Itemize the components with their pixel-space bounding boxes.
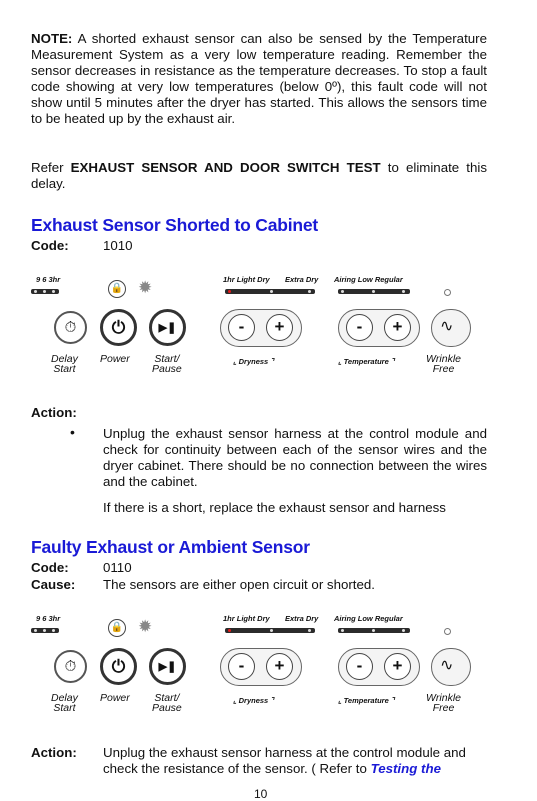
- section2-code-value: 0110: [103, 560, 132, 575]
- temperature-control: [338, 309, 420, 347]
- section2-action-paragraph: [103, 745, 487, 777]
- dryness-plus-button[interactable]: +: [266, 314, 293, 341]
- section2-action-text: Unplug the exhaust sensor harness at the control module and check the resistance of the sensor. ( Refer to: [103, 745, 466, 776]
- dryness-plus-button[interactable]: +: [266, 653, 293, 680]
- dry-extra-label: Extra Dry: [285, 614, 319, 623]
- temperature-caption: ⌞ Temperature ⌝: [338, 696, 395, 705]
- start-pause-button[interactable]: [149, 648, 186, 685]
- section2-cause-text: The sensors are either open circuit or shorted.: [103, 577, 375, 592]
- light-icon: ✹: [138, 617, 153, 636]
- time-indicator-bar: [31, 628, 59, 633]
- timer-icon: ⏱: [64, 658, 77, 675]
- power-button[interactable]: [100, 309, 137, 346]
- wrinkle-free-caption: Wrinkle Free: [426, 353, 462, 375]
- time-labels: 9 6 3hr: [36, 275, 61, 284]
- temperature-control: [338, 648, 420, 686]
- delay-start-caption: Delay Start: [51, 692, 78, 714]
- control-panel-1: [28, 275, 480, 375]
- wrinkle-free-caption: Wrinkle Free: [426, 692, 462, 714]
- start-pause-button[interactable]: [149, 309, 186, 346]
- section2-cause-label: Cause:: [31, 577, 76, 592]
- note-text: A shorted exhaust sensor can also be sensed by the Temperature Measurement System as a very low temperature reading. Remember the sensor decreases in resistance as the temperature decreases. To stop a fault code showing at very low temperatures (below 0º), this fault code will not show until 5 minutes after the dryer has started. This allows the sensors time to be heated up by the exhaust air.: [31, 31, 487, 126]
- control-panel-2: [28, 614, 480, 714]
- section1-action-text2: If there is a short, replace the exhaust sensor and harness: [103, 500, 446, 515]
- wrinkle-icon: ∿: [440, 318, 454, 335]
- temperature-plus-button[interactable]: +: [384, 653, 411, 680]
- section2-title: Faulty Exhaust or Ambient Sensor: [31, 537, 310, 557]
- delay-start-button[interactable]: [54, 650, 87, 683]
- page-number: 10: [254, 787, 268, 801]
- lock-icon: 🔒: [108, 619, 126, 637]
- dryness-caption: ⌞ Dryness ⌝: [233, 357, 274, 366]
- lock-icon: 🔒: [108, 280, 126, 298]
- dry-extra-label: Extra Dry: [285, 275, 319, 284]
- delay-start-button[interactable]: [54, 311, 87, 344]
- temp-indicator-bar: [338, 628, 410, 633]
- section1-action-label: Action:: [31, 405, 77, 420]
- dry-labels: 1hr Light Dry: [223, 614, 270, 623]
- dryness-minus-button[interactable]: -: [228, 314, 255, 341]
- start-pause-caption: Start/ Pause: [152, 692, 182, 714]
- temp-labels: Airing Low Regular: [334, 614, 403, 623]
- section1-code-value: 1010: [103, 238, 133, 253]
- section1-title: Exhaust Sensor Shorted to Cabinet: [31, 215, 319, 235]
- section2-action-label: Action:: [31, 745, 77, 760]
- testing-link[interactable]: Testing the: [370, 761, 441, 776]
- temperature-minus-button[interactable]: -: [346, 653, 373, 680]
- wrinkle-free-button[interactable]: [431, 648, 471, 686]
- timer-icon: ⏱: [64, 319, 77, 336]
- temp-labels: Airing Low Regular: [334, 275, 403, 284]
- section1-action-text: Unplug the exhaust sensor harness at the control module and check for continuity between each of the sensor wires and the dryer cabinet. There should be no connection between the wires and the cabinet.: [103, 426, 487, 489]
- start-pause-caption: Start/ Pause: [152, 353, 182, 375]
- section1-code-label: Code:: [31, 238, 69, 253]
- power-button[interactable]: [100, 648, 137, 685]
- wrinkle-indicator: [444, 628, 451, 635]
- play-pause-icon: ▶❚: [158, 661, 177, 673]
- note-label: NOTE:: [31, 31, 73, 46]
- dryness-control: [220, 648, 302, 686]
- power-caption: Power: [100, 692, 130, 704]
- refer-paragraph: [31, 160, 487, 192]
- wrinkle-icon: ∿: [440, 657, 454, 674]
- temp-indicator-bar: [338, 289, 410, 294]
- power-caption: Power: [100, 353, 130, 365]
- play-pause-icon: ▶❚: [158, 322, 177, 334]
- dryness-indicator-bar: [225, 289, 315, 294]
- time-labels: 9 6 3hr: [36, 614, 61, 623]
- dryness-control: [220, 309, 302, 347]
- refer-bold: EXHAUST SENSOR AND DOOR SWITCH TEST: [70, 160, 381, 175]
- dryness-caption: ⌞ Dryness ⌝: [233, 696, 274, 705]
- dry-labels: 1hr Light Dry: [223, 275, 270, 284]
- power-icon: ⏻: [111, 317, 126, 337]
- dryness-minus-button[interactable]: -: [228, 653, 255, 680]
- power-icon: ⏻: [111, 656, 126, 676]
- delay-start-caption: Delay Start: [51, 353, 78, 375]
- refer-suffix: to eliminate this delay.: [31, 160, 487, 191]
- temperature-plus-button[interactable]: +: [384, 314, 411, 341]
- temperature-caption: ⌞ Temperature ⌝: [338, 357, 395, 366]
- note-paragraph: [31, 31, 487, 127]
- temperature-minus-button[interactable]: -: [346, 314, 373, 341]
- time-indicator-bar: [31, 289, 59, 294]
- wrinkle-indicator: [444, 289, 451, 296]
- bullet: •: [70, 424, 75, 440]
- dryness-indicator-bar: [225, 628, 315, 633]
- refer-prefix: Refer: [31, 160, 64, 175]
- wrinkle-free-button[interactable]: [431, 309, 471, 347]
- light-icon: ✹: [138, 278, 153, 297]
- section2-code-label: Code:: [31, 560, 69, 575]
